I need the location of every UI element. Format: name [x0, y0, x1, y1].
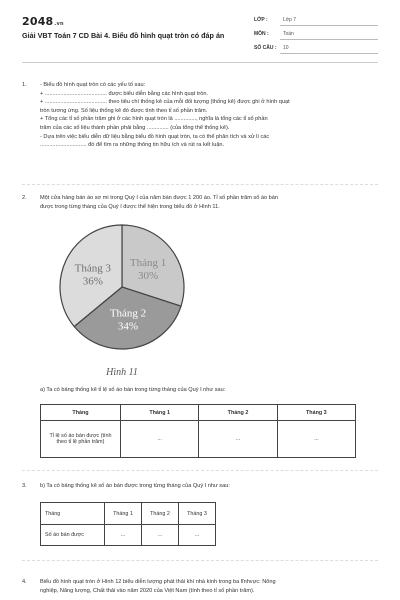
pie-value-label: 30%: [138, 270, 159, 282]
table-cell: ...: [277, 421, 355, 458]
table-header: Tháng 1: [105, 503, 142, 525]
document-title: Giải VBT Toán 7 CD Bài 4. Biểu đồ hình quạt tròn có đáp án: [22, 31, 225, 40]
question-body: [40, 194, 378, 211]
part-a-text: a) Ta có bảng thống kê tỉ lệ số áo bán trong từng tháng của Quý I như sau:: [40, 387, 226, 393]
question-1: [22, 81, 378, 177]
question-line: + ........................................ được biểu diễn bằng các hình quạt tròn.: [40, 90, 209, 97]
site-logo[interactable]: [22, 15, 64, 28]
table-row-label: Số áo bán được: [41, 525, 105, 546]
question-3: [22, 482, 378, 492]
meta-underline: [280, 39, 378, 40]
meta-value: 10: [283, 45, 289, 51]
question-line: .............................. đó để tìm ra những thông tin hữu ích và rút ra kết luận.: [40, 142, 225, 149]
meta-value: Toán: [283, 31, 294, 37]
meta-label: MÔN :: [254, 31, 269, 37]
question-4: [22, 578, 378, 598]
row-label-line: Tỉ lệ số áo bán được (tính: [49, 433, 112, 439]
question-line: + ........................................ theo tiêu chí thống kê của mỗi đối tượng (thống kê) được ghi ở hình quạt: [40, 99, 290, 106]
table-header: Tháng 3: [277, 405, 355, 421]
table-cell: ...: [199, 421, 277, 458]
meta-label: SỐ CÂU :: [254, 45, 277, 51]
pie-category-label: Tháng 2: [109, 307, 147, 320]
logo-suffix: .vn: [54, 21, 64, 27]
question-2-part-a: [22, 386, 378, 396]
question-line: tròn tương ứng. Số liệu thống kê đó được tính theo tỉ số phần trăm.: [40, 107, 208, 114]
table-cell: ...: [105, 525, 142, 546]
question-divider: [22, 184, 378, 185]
pie-value-label: 36%: [82, 275, 103, 288]
question-body: b) Ta có bảng thống kê số áo bán được trong từng tháng của Quý I như sau:: [40, 483, 230, 489]
question-line: Biểu đồ hình quạt tròn ở Hình 12 biểu diễn lượng phát thải khí nhà kính trong ba lĩnhvực: Nông: [40, 579, 276, 585]
question-divider: [22, 470, 378, 471]
table-header: Tháng 2: [142, 503, 179, 525]
table-row-label: [41, 421, 121, 458]
question-number: 3.: [22, 483, 27, 489]
question-body: [40, 578, 378, 595]
question-line: - Dựa trên việc biểu diễn dữ liệu bằng biểu đồ hình quạt tròn, ta có thể phân tích và xử lí các: [40, 133, 270, 140]
table-cell: ...: [142, 525, 179, 546]
question-line: được trong từng tháng của Quý I được thể hiện trong biểu đồ ở Hình 11.: [40, 203, 220, 210]
question-divider: [22, 560, 378, 561]
pie-chart: [48, 222, 198, 378]
question-line: Một cửa hàng bán áo sơ mi trong Quý I của năm bán được 1 200 áo. Tỉ số phần trăm số áo bán: [40, 195, 278, 201]
pie-category-label: Tháng 3: [74, 262, 111, 275]
question-2: [22, 194, 378, 214]
table-header: Tháng: [41, 405, 121, 421]
meta-value: Lớp 7: [283, 17, 297, 23]
question-number: 4.: [22, 579, 27, 585]
page-header: [0, 0, 400, 72]
table-cell: ...: [121, 421, 199, 458]
question-number: 2.: [22, 195, 27, 201]
row-label-line: theo tỉ lệ phần trăm): [56, 439, 105, 445]
table-header: Tháng 3: [179, 503, 216, 525]
logo-main: 2048: [22, 15, 54, 28]
question-line: + Tổng các tỉ số phần trăm ghi ở các hình quạt tròn là .............., nghĩa là tổng các tỉ số phần: [40, 116, 268, 123]
question-line: - Biểu đồ hình quạt tròn có các yếu tố sau:: [40, 82, 146, 88]
question-line: trăm của các số liệu thành phần phải bằng .............. (của tổng thể thống kê).: [40, 124, 230, 131]
table-row: [41, 525, 216, 546]
percentage-table: [40, 404, 356, 458]
pie-category-label: Tháng 1: [129, 257, 167, 269]
figure-caption: Hình 11: [106, 367, 138, 378]
sales-count-table: [40, 502, 216, 546]
pie-value-label: 34%: [117, 320, 139, 333]
table-cell: ...: [179, 525, 216, 546]
table-row: [41, 421, 356, 458]
header-divider: [22, 62, 378, 63]
question-number: 1.: [22, 82, 27, 88]
question-line: nghiệp, Năng lượng, Chất thải vào năm 2020 của Việt Nam (tính theo tỉ số phần trăm).: [40, 587, 255, 594]
table-header: Tháng 2: [199, 405, 277, 421]
question-body: [40, 81, 378, 150]
table-header: Tháng: [41, 503, 105, 525]
table-header: Tháng 1: [121, 405, 199, 421]
meta-underline: [280, 53, 378, 54]
meta-underline: [280, 25, 378, 26]
meta-label: LỚP :: [254, 17, 268, 23]
